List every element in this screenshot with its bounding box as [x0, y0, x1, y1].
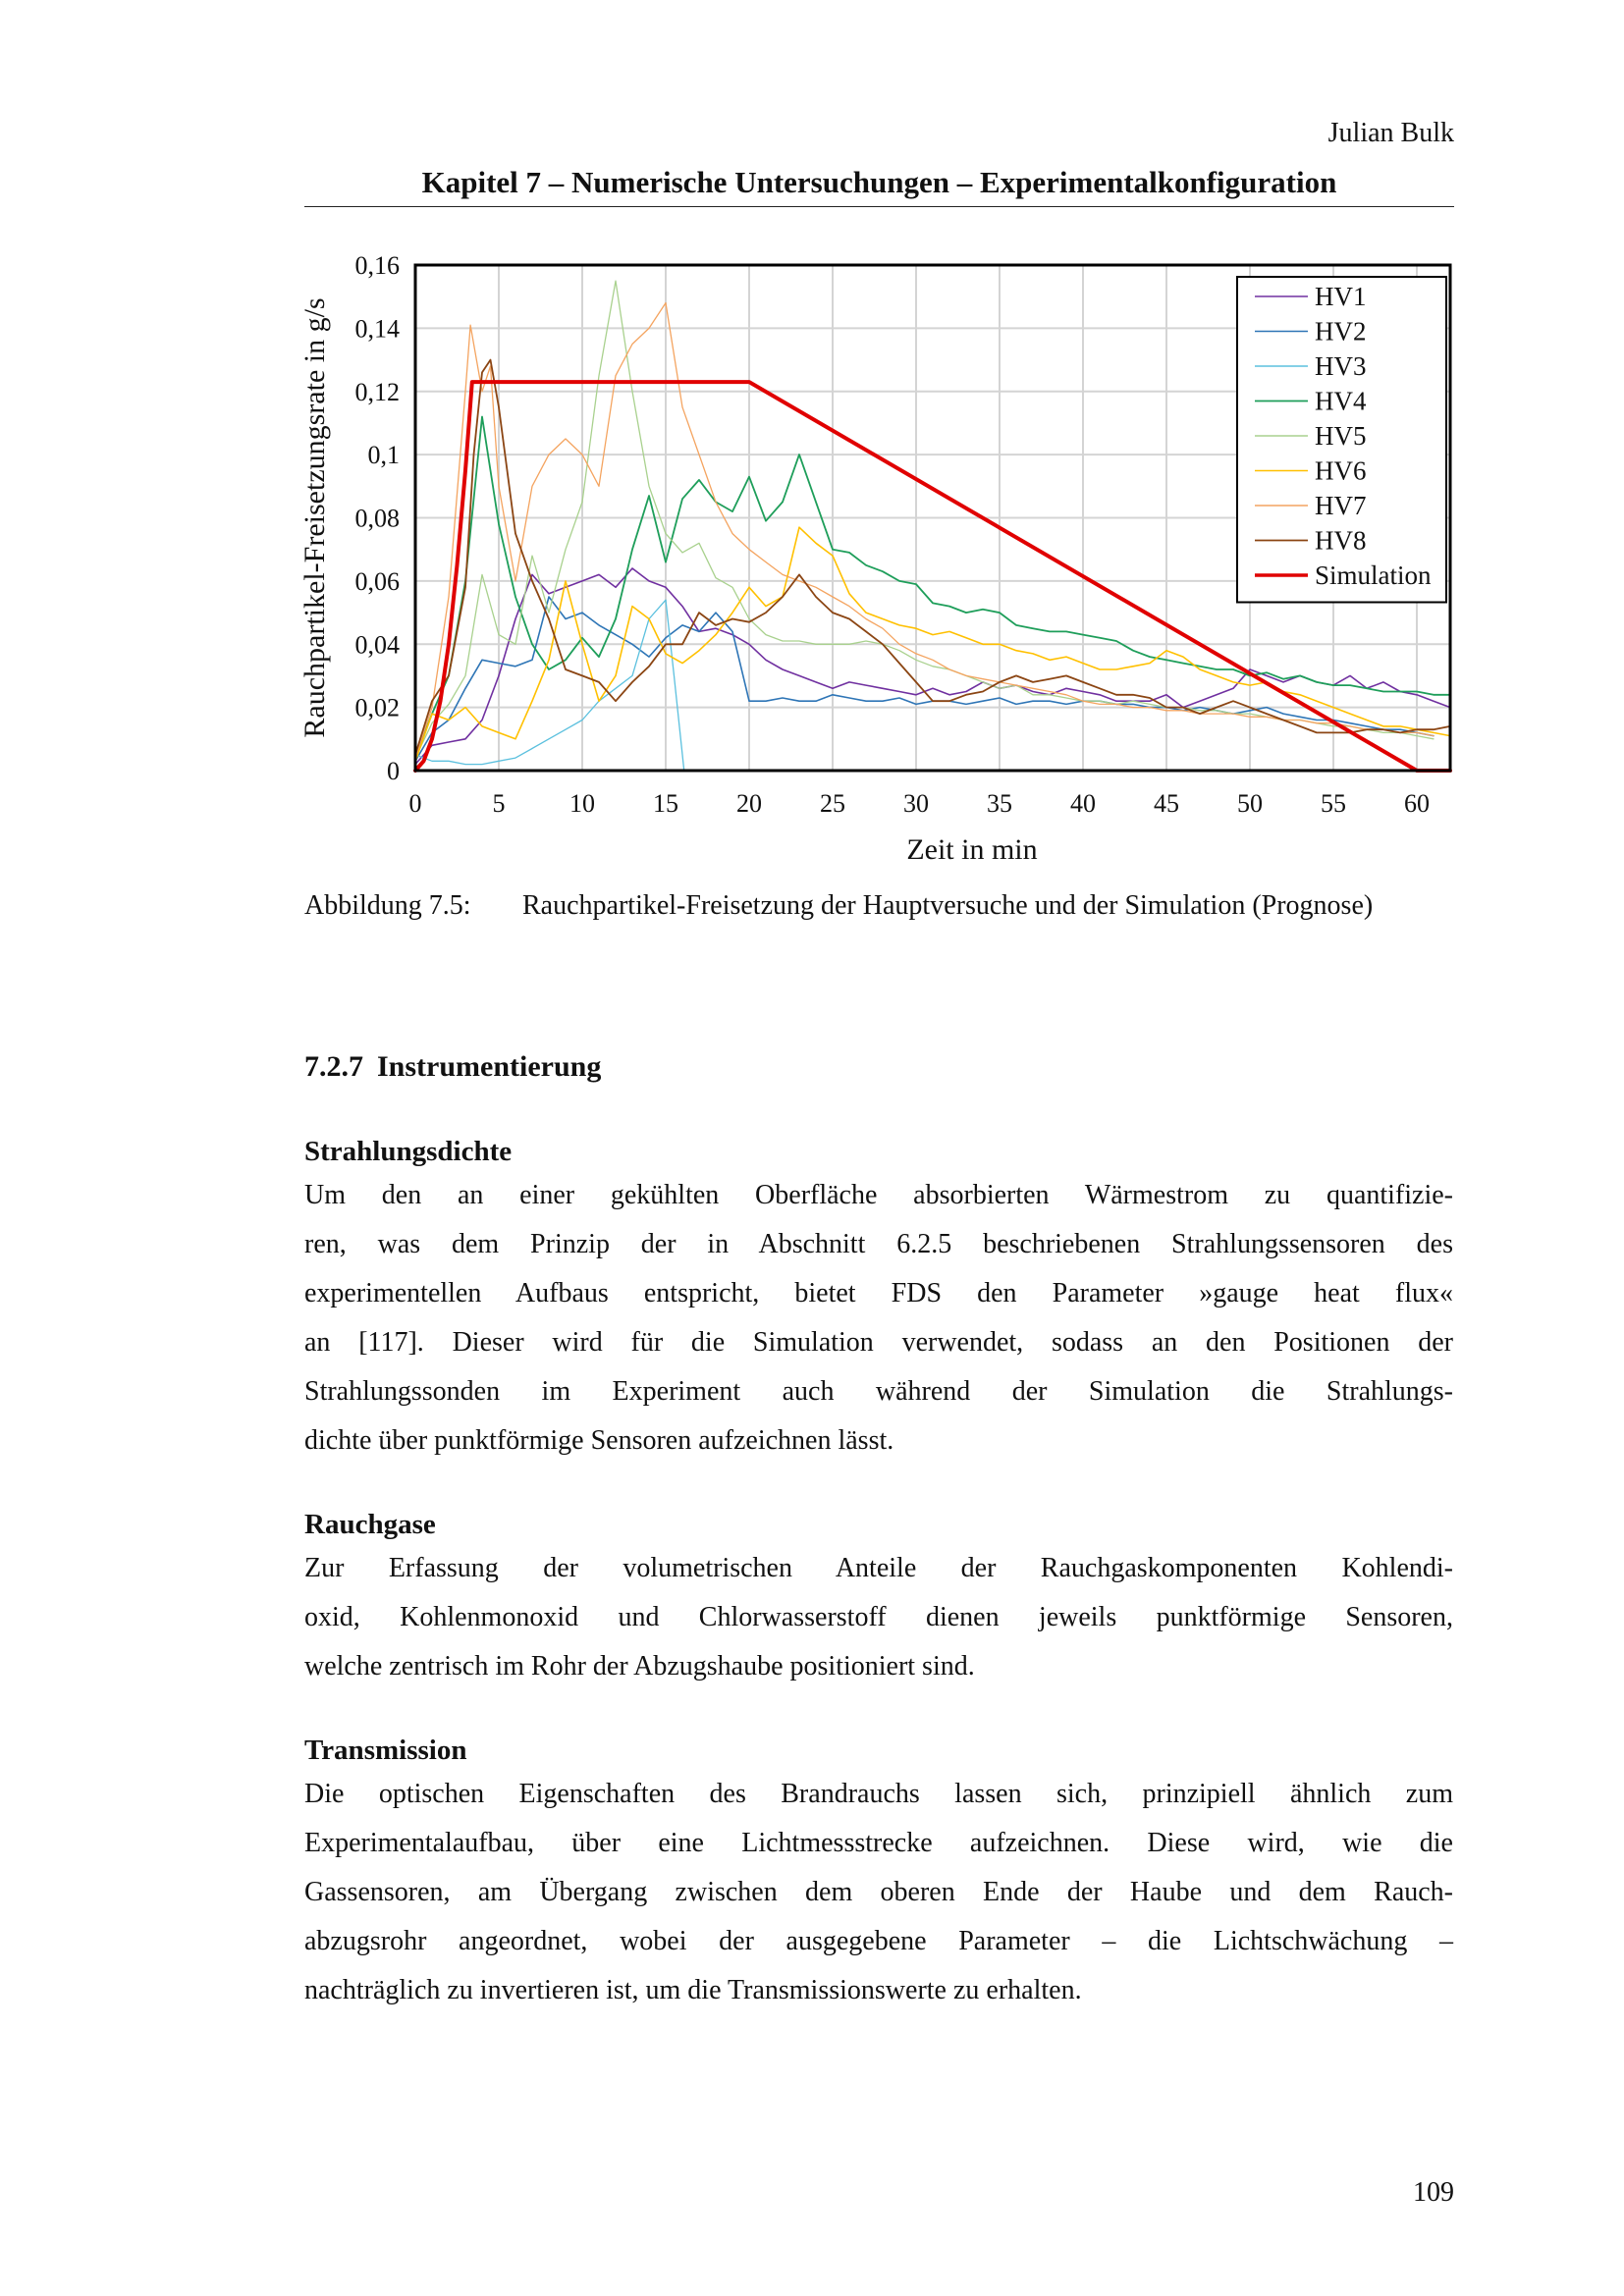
text-line: ren, was dem Prinzip der in Abschnitt 6.2.5 beschriebenen Strahlungssensoren des: [304, 1229, 1453, 1259]
subsection-paragraph: [304, 1544, 1453, 1691]
legend-label: HV2: [1315, 316, 1367, 347]
x-tick-label: 10: [569, 789, 595, 818]
y-axis-label: Rauchpartikel-Freisetzungsrate in g/s: [298, 297, 331, 738]
subsection-heading: Rauchgase: [304, 1509, 436, 1540]
figure-caption-text: Rauchpartikel-Freisetzung der Hauptversuche und der Simulation (Prognose): [522, 890, 1374, 921]
x-tick-label: 55: [1321, 789, 1346, 818]
text-line: Experimentalaufbau, über eine Lichtmessstrecke aufzeichnen. Diese wird, wie die: [304, 1828, 1453, 1858]
x-tick-label: 60: [1404, 789, 1430, 818]
text-line: oxid, Kohlenmonoxid und Chlorwasserstoff dienen jeweils punktförmige Sensoren,: [304, 1602, 1453, 1632]
y-tick-label: 0,1: [367, 441, 400, 470]
text-line: nachträglich zu invertieren ist, um die Transmissionswerte zu erhalten.: [304, 1975, 1082, 2005]
figure-caption-label: Abbildung 7.5:: [304, 890, 471, 921]
x-tick-label: 15: [653, 789, 678, 818]
text-line: an [117]. Dieser wird für die Simulation verwendet, sodass an den Positionen der: [304, 1327, 1453, 1358]
legend-label: HV7: [1315, 491, 1367, 520]
text-line: Zur Erfassung der volumetrischen Anteile der Rauchgaskomponenten Kohlendi-: [304, 1553, 1453, 1583]
chart-legend: [1237, 277, 1446, 603]
text-line: Strahlungssonden im Experiment auch während der Simulation die Strahlungs-: [304, 1376, 1453, 1407]
legend-label: HV6: [1315, 455, 1367, 486]
y-tick-label: 0,14: [354, 314, 400, 344]
subsection-paragraph: [304, 1770, 1453, 2015]
y-tick-label: 0,16: [354, 251, 400, 280]
section-number: 7.2.7: [304, 1050, 363, 1083]
text-line: Die optischen Eigenschaften des Brandrauchs lassen sich, prinzipiell ähnlich zum: [304, 1779, 1453, 1809]
text-line: Gassensoren, am Übergang zwischen dem oberen Ende der Haube und dem Rauch-: [304, 1877, 1453, 1907]
y-tick-label: 0,02: [354, 693, 400, 722]
text-line: dichte über punktförmige Sensoren aufzeichnen lässt.: [304, 1425, 894, 1456]
y-tick-label: 0,08: [354, 504, 400, 533]
x-tick-label: 30: [903, 789, 929, 818]
x-tick-label: 20: [736, 789, 762, 818]
running-header-title: Kapitel 7 – Numerische Untersuchungen – Experimentalkonfiguration: [304, 165, 1454, 207]
page-number: 109: [1413, 2177, 1454, 2208]
smoke-release-chart: [295, 245, 1502, 874]
section-title: Instrumentierung: [377, 1050, 602, 1083]
subsection-heading: Transmission: [304, 1735, 467, 1766]
subsection-heading: Strahlungsdichte: [304, 1136, 513, 1167]
y-tick-label: 0,06: [354, 566, 400, 596]
legend-label: Simulation: [1315, 561, 1432, 590]
legend-label: HV5: [1315, 421, 1367, 451]
section-heading: [304, 1050, 601, 1084]
y-tick-label: 0,04: [354, 630, 400, 660]
x-tick-labels: [409, 789, 1431, 818]
text-line: welche zentrisch im Rohr der Abzugshaube positioniert sind.: [304, 1651, 975, 1682]
legend-label: HV3: [1315, 351, 1367, 381]
x-tick-label: 5: [492, 789, 506, 818]
series-line-hv3: [415, 600, 684, 771]
legend-label: HV4: [1315, 386, 1367, 416]
figure-7-5: [295, 245, 1502, 874]
subsection-paragraph: [304, 1171, 1453, 1466]
x-tick-label: 35: [987, 789, 1012, 818]
x-tick-label: 25: [820, 789, 845, 818]
x-tick-label: 50: [1237, 789, 1263, 818]
subsection-strahlungsdichte: [304, 1132, 1453, 1466]
legend-label: HV8: [1315, 525, 1367, 556]
text-line: Um den an einer gekühlten Oberfläche absorbierten Wärmestrom zu quantifizie-: [304, 1180, 1453, 1210]
y-tick-label: 0,12: [354, 377, 400, 406]
y-tick-label: 0: [387, 757, 400, 785]
subsection-rauchgase: [304, 1505, 1453, 1691]
subsection-transmission: [304, 1731, 1453, 2015]
y-tick-labels: [355, 251, 401, 785]
x-tick-label: 0: [408, 789, 422, 818]
running-header-author: Julian Bulk: [1327, 118, 1454, 148]
x-tick-label: 45: [1154, 789, 1179, 818]
legend-label: HV1: [1315, 282, 1367, 311]
x-axis-label: Zeit in min: [906, 833, 1038, 866]
text-line: experimentellen Aufbaus entspricht, bietet FDS den Parameter »gauge heat flux«: [304, 1278, 1453, 1308]
x-tick-label: 40: [1070, 789, 1096, 818]
text-line: abzugsrohr angeordnet, wobei der ausgegebene Parameter – die Lichtschwächung –: [304, 1926, 1453, 1956]
figure-caption: [304, 887, 1463, 925]
